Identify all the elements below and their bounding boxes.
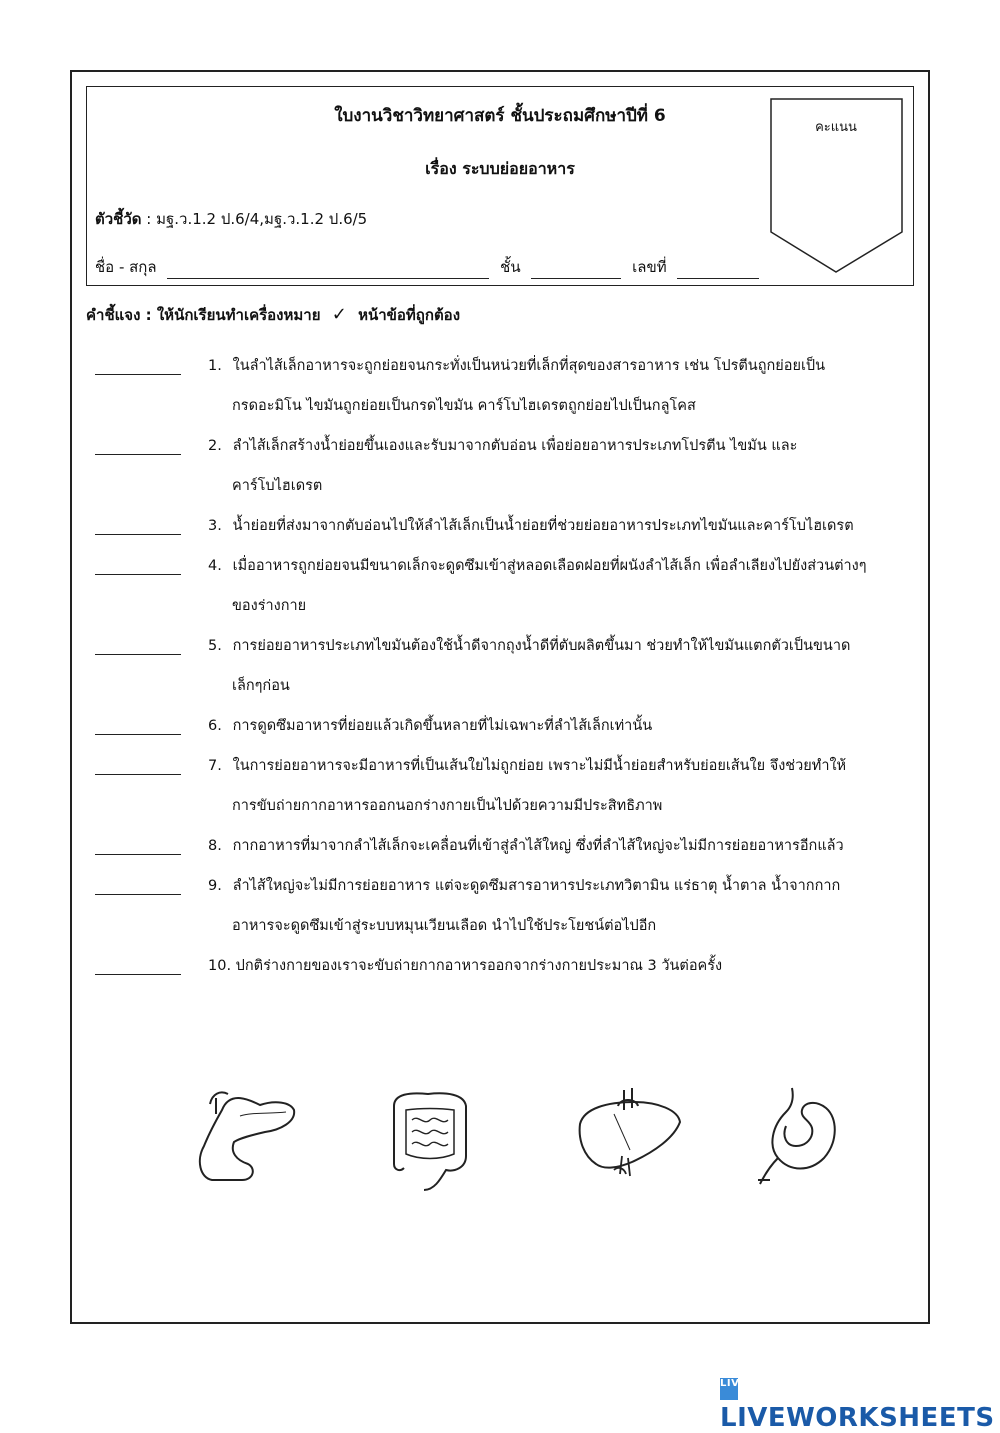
question-line: การย่อยอาหารประเภทไขมันต้องใช้น้ำดีจากถุงน้ำดีที่ตับผลิตขึ้นมา ช่วยทำให้ไขมันแตกตัวเป็นขนาด [232,638,851,654]
question-line: น้ำย่อยที่ส่งมาจากตับอ่อนไปให้ลำไส้เล็กเป็นน้ำย่อยที่ช่วยย่อยอาหารประเภทไขมันและคาร์โบไฮเดรต [232,518,854,534]
answer-blank[interactable] [95,534,181,535]
question-text [208,626,1000,706]
question-number: 8. [208,838,222,854]
answer-blank[interactable] [95,454,181,455]
indicator-value: : มฐ.ว.1.2 ป.6/4,มฐ.ว.1.2 ป.6/5 [141,210,368,228]
answer-blank[interactable] [95,374,181,375]
question-number: 2. [208,438,222,454]
class-label: ชั้น [500,258,521,276]
question-text [208,866,1000,946]
question-line: ลำไส้ใหญ่จะไม่มีการย่อยอาหาร แต่จะดูดซึมสารอาหารประเภทวิตามิน แร่ธาตุ น้ำตาล น้ำจากกาก [232,878,841,894]
answer-blank[interactable] [95,734,181,735]
number-label: เลขที่ [632,258,667,276]
name-field[interactable] [167,264,489,279]
question-text [208,426,1000,506]
question-number: 9. [208,878,222,894]
instruction-suffix: หน้าข้อที่ถูกต้อง [358,306,461,324]
question-line: ลำไส้เล็กสร้างน้ำย่อยขึ้นเองและรับมาจากตับอ่อน เพื่อย่อยอาหารประเภทโปรตีน ไขมัน และ [232,438,798,454]
indicator [95,207,367,231]
question-line: เมื่ออาหารถูกย่อยจนมีขนาดเล็กจะดูดซึมเข้าสู่หลอดเลือดฝอยที่ผนังลำไส้เล็ก เพื่อลำเลียงไปยังส่วนต่างๆ [232,558,867,574]
indicator-label: ตัวชี้วัด [95,210,142,228]
instruction [86,303,460,327]
question-number: 10. [208,958,232,974]
question-text [208,346,1000,426]
score-label: คะแนน [815,120,857,135]
student-info-line [95,255,765,279]
organ-illustrations [190,1080,850,1200]
question-line: คาร์โบไฮเดรต [232,478,323,494]
question-line: การขับถ่ายกากอาหารออกนอกร่างกายเป็นไปด้วยความมีประสิทธิภาพ [232,798,663,814]
question-text [208,826,1000,866]
question-line: ปกติร่างกายของเราจะขับถ่ายกากอาหารออกจากร่างกายประมาณ 3 วันต่อครั้ง [235,958,723,974]
name-label: ชื่อ - สกุล [95,258,157,276]
question-text [208,506,1000,546]
live-badge-icon: LIVE [720,1378,738,1400]
answer-blank[interactable] [95,894,181,895]
question-line: ของร่างกาย [232,598,307,614]
question-line: การดูดซึมอาหารที่ย่อยแล้วเกิดขึ้นหลายที่ไม่เฉพาะที่ลำไส้เล็กเท่านั้น [232,718,653,734]
question-line: กากอาหารที่มาจากลำไส้เล็กจะเคลื่อนที่เข้าสู่ลำไส้ใหญ่ ซึ่งที่ลำไส้ใหญ่จะไม่มีการย่อยอาหารอีกแล้ว [232,838,844,854]
brand-name: LIVEWORKSHEETS [720,1403,995,1433]
instruction-label: คำชี้แจง : ให้นักเรียนทำเครื่องหมาย [86,306,321,324]
number-field[interactable] [677,264,759,279]
answer-blank[interactable] [95,854,181,855]
question-number: 6. [208,718,222,734]
question-number: 1. [208,358,222,374]
question-line: เล็กๆก่อน [232,678,290,694]
question-number: 5. [208,638,222,654]
question-number: 4. [208,558,222,574]
question-line: อาหารจะดูดซึมเข้าสู่ระบบหมุนเวียนเลือด นำไปใช้ประโยชน์ต่อไปอีก [232,918,657,934]
liver-icon [574,1080,684,1200]
pancreas-icon [190,1080,300,1200]
large-intestine-icon [380,1080,480,1200]
worksheet-title: ใบงานวิชาวิทยาศาสตร์ ชั้นประถมศึกษาปีที่ 6 [334,106,666,126]
stomach-icon [750,1080,850,1200]
question-number: 3. [208,518,222,534]
worksheet-subtitle: เรื่อง ระบบย่อยอาหาร [425,159,575,178]
question-text [208,746,1000,826]
checkmark-icon: ✓ [331,304,347,325]
class-field[interactable] [531,264,621,279]
question-line: ในการย่อยอาหารจะมีอาหารที่เป็นเส้นใยไม่ถูกย่อย เพราะไม่มีน้ำย่อยสำหรับย่อยเส้นใย จึงช่วยทำให้ [232,758,847,774]
question-text [208,946,1000,986]
answer-blank[interactable] [95,974,181,975]
question-text [208,706,1000,746]
question-text [208,546,1000,626]
question-line: กรดอะมิโน ไขมันถูกย่อยเป็นกรดไขมัน คาร์โบไฮเดรตถูกย่อยไปเป็นกลูโคส [232,398,696,414]
question-line: ในลำไส้เล็กอาหารจะถูกย่อยจนกระทั่งเป็นหน่วยที่เล็กที่สุดของสารอาหาร เช่น โปรตีนถูกย่อยเป็น [232,358,826,374]
liveworksheets-logo [720,1373,1000,1433]
answer-blank[interactable] [95,574,181,575]
answer-blank[interactable] [95,774,181,775]
answer-blank[interactable] [95,654,181,655]
question-number: 7. [208,758,222,774]
